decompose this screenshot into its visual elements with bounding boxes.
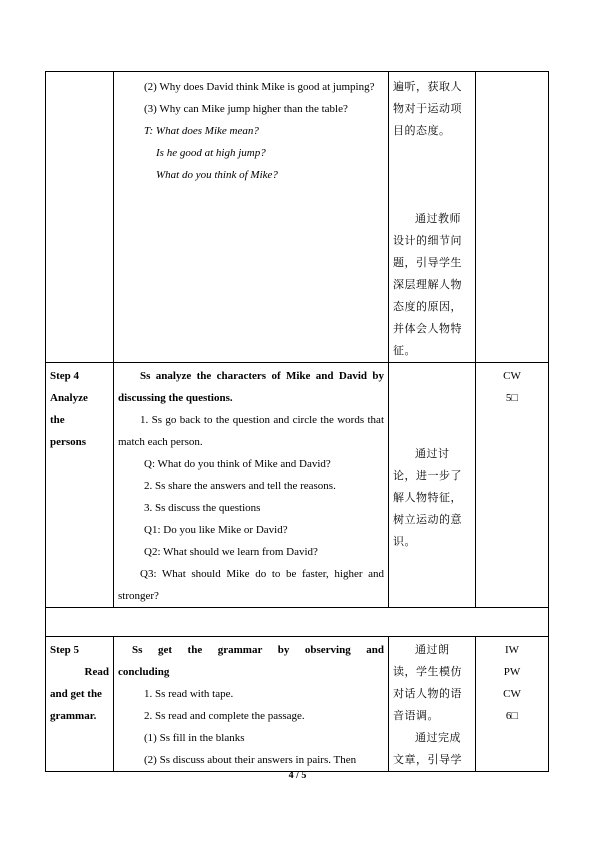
- step-label: Step 4: [50, 370, 80, 382]
- purpose-line: 深层理解人物: [393, 278, 462, 291]
- mode-label: IW: [504, 644, 520, 656]
- activity-line: 2. Ss read and complete the passage.: [144, 710, 305, 722]
- purpose-line: 文章，引导学: [393, 753, 462, 766]
- step-label: Analyze: [50, 392, 88, 404]
- step-label: Read: [84, 666, 109, 678]
- mode-cell: [476, 363, 549, 608]
- spacer: [393, 365, 471, 443]
- purpose-cell: [389, 363, 476, 608]
- page-number: 4 / 5: [288, 770, 307, 781]
- activity-heading: Ss get the grammar by observing and concluding: [118, 644, 384, 678]
- purpose-line: 设计的细节问: [393, 234, 462, 247]
- mode-cell-empty: [476, 72, 549, 363]
- activity-cell: [114, 363, 389, 608]
- purpose-line: 读，学生模仿: [393, 665, 462, 678]
- activity-line: (1) Ss fill in the blanks: [144, 732, 245, 744]
- activity-line: (3) Why can Mike jump higher than the table?: [144, 103, 348, 115]
- lesson-plan-table: [45, 71, 549, 772]
- mode-cell: [476, 637, 549, 772]
- activity-line: Q2: What should we learn from David?: [144, 546, 318, 558]
- purpose-line: 遍听，获取人: [393, 80, 462, 93]
- activity-line: 1. Ss go back to the question and circle the words that match each person.: [118, 414, 384, 448]
- step-cell-empty: [46, 72, 114, 363]
- activity-line: (2) Why does David think Mike is good at jumping?: [144, 81, 375, 93]
- table-row-step5: [46, 637, 549, 772]
- mode-label: CW: [503, 688, 521, 700]
- spacer: [393, 142, 471, 208]
- purpose-line: 解人物特征，: [393, 491, 462, 504]
- activity-line: Q1: Do you like Mike or David?: [144, 524, 288, 536]
- purpose-line: 题，引导学生: [393, 256, 462, 269]
- purpose-line: 物对于运动项: [393, 102, 462, 115]
- activity-line: 3. Ss discuss the questions: [144, 502, 261, 514]
- purpose-line: 征。: [393, 344, 416, 357]
- purpose-cell: [389, 72, 476, 363]
- mode-label: PW: [503, 666, 521, 678]
- step-label: and get the: [50, 688, 102, 700]
- teacher-line: What do you think of Mike?: [156, 169, 278, 181]
- mode-label: 6□: [505, 710, 519, 722]
- step-cell: [46, 637, 114, 772]
- step-label: grammar.: [50, 710, 97, 722]
- teacher-line: T: What does Mike mean?: [144, 125, 259, 137]
- activity-heading: Ss analyze the characters of Mike and David by discussing the questions.: [118, 370, 384, 404]
- step-label: persons: [50, 436, 87, 448]
- activity-line: 1. Ss read with tape.: [144, 688, 234, 700]
- table-row-step4: [46, 363, 549, 608]
- purpose-line: 目的态度。: [393, 124, 451, 137]
- purpose-line: 树立运动的意: [393, 513, 462, 526]
- purpose-line: 并体会人物特: [393, 322, 462, 335]
- section-row: [46, 608, 549, 637]
- step-label: the: [50, 414, 65, 426]
- purpose-line: 识。: [393, 535, 416, 548]
- activity-line: (2) Ss discuss about their answers in pairs. Then: [144, 754, 357, 766]
- activity-line: Q: What do you think of Mike and David?: [144, 458, 331, 470]
- activity-cell: [114, 72, 389, 363]
- purpose-line: 通过讨: [415, 447, 450, 460]
- purpose-line: 音语调。: [393, 709, 439, 722]
- purpose-line: 对话人物的语: [393, 687, 462, 700]
- section-title: [46, 608, 549, 637]
- activity-cell: [114, 637, 389, 772]
- activity-line: 2. Ss share the answers and tell the reasons.: [144, 480, 336, 492]
- step-label: Step 5: [50, 644, 80, 656]
- purpose-cell: [389, 637, 476, 772]
- purpose-line: 通过朗: [415, 643, 450, 656]
- table-row-continuation: [46, 72, 549, 363]
- teacher-line: Is he good at high jump?: [156, 147, 266, 159]
- activity-line: Q3: What should Mike do to be faster, higher and stronger?: [118, 568, 384, 602]
- purpose-line: 通过教师: [415, 212, 461, 225]
- purpose-line: 态度的原因，: [393, 300, 462, 313]
- purpose-line: 论，进一步了: [393, 469, 462, 482]
- mode-label: CW: [503, 370, 521, 382]
- mode-label: 5□: [505, 392, 519, 404]
- purpose-line: 通过完成: [415, 731, 461, 744]
- step-cell: [46, 363, 114, 608]
